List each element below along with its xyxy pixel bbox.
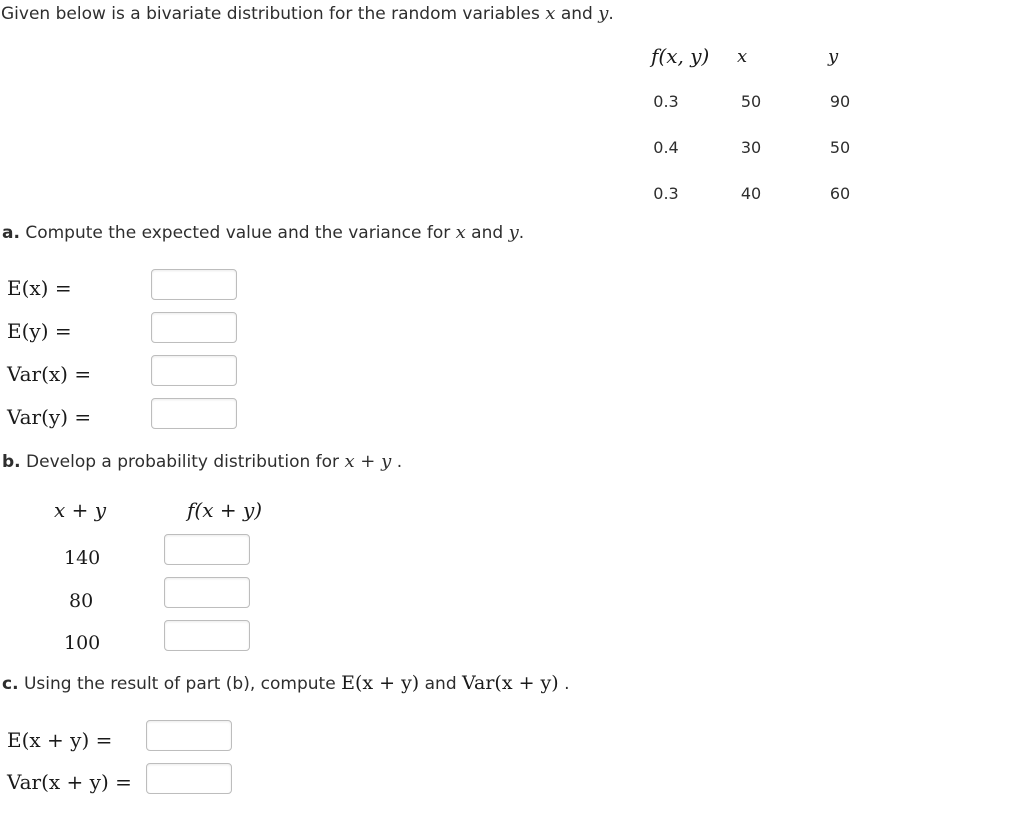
table-row-3-f: 0.3 — [653, 184, 679, 203]
part-c-and: and — [424, 674, 457, 694]
table-row-2-x: 30 — [740, 138, 762, 157]
part-c-e-expr: E(x + y) — [341, 672, 420, 694]
table-row-1-f: 0.3 — [653, 92, 679, 111]
table-header-y: y — [828, 46, 839, 67]
ex-input[interactable] — [151, 269, 237, 300]
var-sum-label: Var(x + y) = — [7, 770, 132, 794]
intro-var-x: x — [545, 3, 556, 24]
table-row-1-y: 90 — [829, 92, 851, 111]
part-a-var-x: x — [455, 222, 466, 243]
table-header-f: f(x, y) — [651, 44, 710, 68]
sum-row-2-value: 80 — [69, 590, 94, 612]
ex-label: E(x) = — [7, 276, 72, 300]
f-sum-row-3-input[interactable] — [164, 620, 250, 651]
part-a-text: Compute the expected value and the variance for — [25, 223, 451, 243]
e-sum-input[interactable] — [146, 720, 232, 751]
part-c-marker: c. — [2, 674, 19, 694]
part-a-period: . — [518, 223, 525, 243]
part-b-prompt — [2, 451, 402, 472]
varx-label: Var(x) = — [7, 362, 92, 386]
intro-var-y: y — [598, 3, 609, 24]
table-row-2-f: 0.4 — [653, 138, 679, 157]
part-b-expr: x + y — [344, 451, 392, 472]
intro-sentence: Given below is a bivariate distribution for the random variables — [1, 4, 540, 24]
part-c-text: Using the result of part (b), compute — [23, 674, 336, 694]
intro-and: and — [560, 4, 593, 24]
sum-row-1-value: 140 — [64, 547, 101, 569]
table-header-x: x — [737, 46, 748, 67]
col-sum-header: x + y — [54, 498, 107, 522]
f-sum-row-1-input[interactable] — [164, 534, 250, 565]
part-c-prompt — [2, 672, 570, 694]
part-a-and: and — [471, 223, 504, 243]
table-row-1-x: 50 — [740, 92, 762, 111]
table-row-3-y: 60 — [829, 184, 851, 203]
part-a-marker: a. — [2, 223, 20, 243]
part-a-prompt — [2, 222, 524, 243]
ey-input[interactable] — [151, 312, 237, 343]
ey-label: E(y) = — [7, 319, 72, 343]
part-b-marker: b. — [2, 452, 21, 472]
f-sum-row-2-input[interactable] — [164, 577, 250, 608]
vary-input[interactable] — [151, 398, 237, 429]
table-row-3-x: 40 — [740, 184, 762, 203]
part-b-period: . — [396, 452, 403, 472]
col-f-header: f(x + y) — [187, 498, 263, 522]
intro-text — [1, 3, 614, 24]
part-c-var-expr: Var(x + y) — [462, 672, 559, 694]
part-a-var-y: y — [508, 222, 519, 243]
table-row-2-y: 50 — [829, 138, 851, 157]
var-sum-input[interactable] — [146, 763, 232, 794]
e-sum-label: E(x + y) = — [7, 728, 113, 752]
part-b-text: Develop a probability distribution for — [26, 452, 340, 472]
varx-input[interactable] — [151, 355, 237, 386]
vary-label: Var(y) = — [7, 405, 92, 429]
sum-row-3-value: 100 — [64, 632, 101, 654]
intro-period: . — [608, 4, 614, 24]
part-c-period: . — [564, 674, 570, 694]
